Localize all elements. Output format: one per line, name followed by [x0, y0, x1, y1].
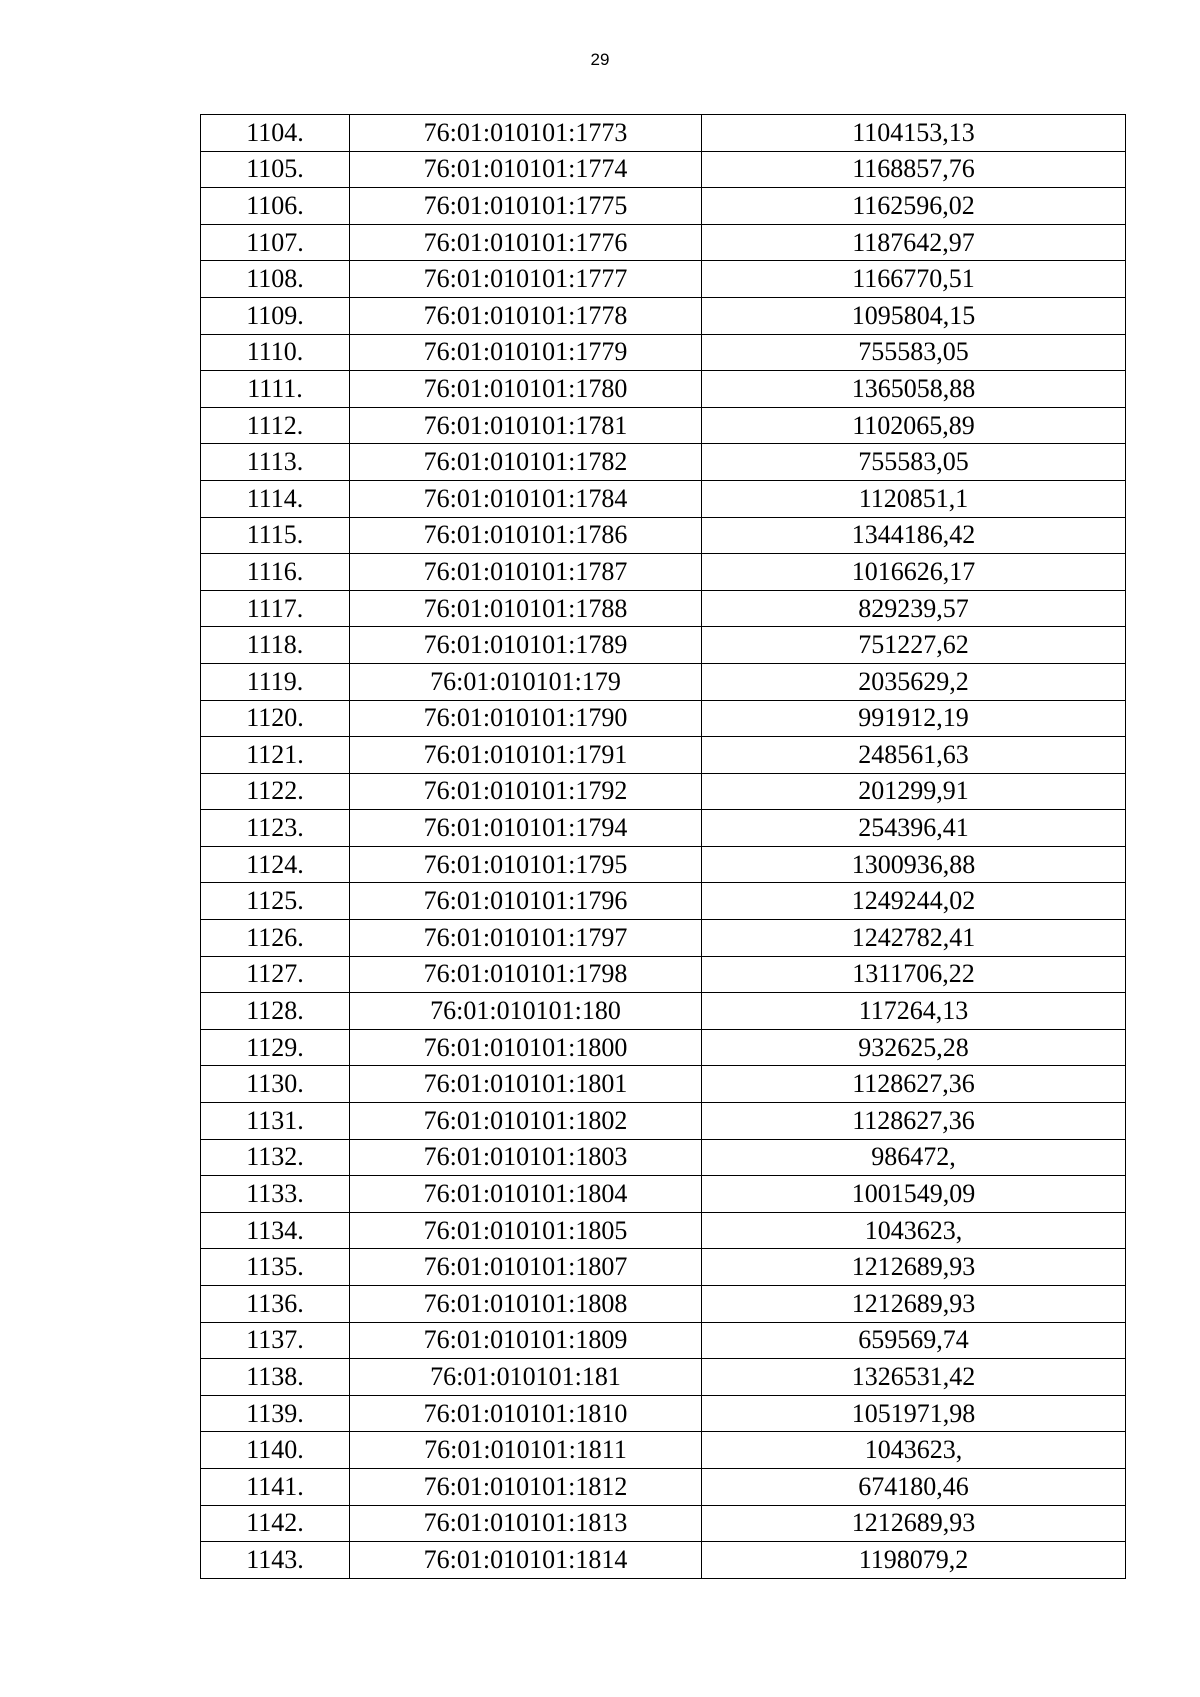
- cadastral-number-cell: 76:01:010101:1803: [350, 1139, 702, 1176]
- table-row: [201, 1395, 1126, 1432]
- value-cell: 1212689,93: [702, 1505, 1126, 1542]
- cadastral-number-cell: 76:01:010101:1813: [350, 1505, 702, 1542]
- value-cell: 254396,41: [702, 810, 1126, 847]
- table-row: [201, 1542, 1126, 1579]
- cadastral-number-cell: 76:01:010101:1787: [350, 554, 702, 591]
- cadastral-number-cell: 76:01:010101:1786: [350, 517, 702, 554]
- row-number-cell: 1140.: [201, 1432, 350, 1469]
- cadastral-number-cell: 76:01:010101:1796: [350, 883, 702, 920]
- table-row: [201, 151, 1126, 188]
- value-cell: 1242782,41: [702, 920, 1126, 957]
- table-row: [201, 115, 1126, 152]
- value-cell: 986472,: [702, 1139, 1126, 1176]
- row-number-cell: 1105.: [201, 151, 350, 188]
- value-cell: 659569,74: [702, 1322, 1126, 1359]
- value-cell: 248561,63: [702, 737, 1126, 774]
- row-number-cell: 1115.: [201, 517, 350, 554]
- cadastral-number-cell: 76:01:010101:1805: [350, 1212, 702, 1249]
- cadastral-number-cell: 76:01:010101:181: [350, 1359, 702, 1396]
- row-number-cell: 1116.: [201, 554, 350, 591]
- table-row: [201, 297, 1126, 334]
- value-cell: 751227,62: [702, 627, 1126, 664]
- cadastral-number-cell: 76:01:010101:1777: [350, 261, 702, 298]
- table-row: [201, 1322, 1126, 1359]
- row-number-cell: 1126.: [201, 920, 350, 957]
- row-number-cell: 1131.: [201, 1103, 350, 1140]
- cadastral-number-cell: 76:01:010101:1802: [350, 1103, 702, 1140]
- row-number-cell: 1110.: [201, 334, 350, 371]
- cadastral-number-cell: 76:01:010101:1812: [350, 1468, 702, 1505]
- value-cell: 1365058,88: [702, 371, 1126, 408]
- row-number-cell: 1108.: [201, 261, 350, 298]
- value-cell: 1016626,17: [702, 554, 1126, 591]
- value-cell: 1249244,02: [702, 883, 1126, 920]
- value-cell: 932625,28: [702, 1029, 1126, 1066]
- value-cell: 1001549,09: [702, 1176, 1126, 1213]
- table-row: [201, 1103, 1126, 1140]
- row-number-cell: 1121.: [201, 737, 350, 774]
- cadastral-number-cell: 76:01:010101:1790: [350, 700, 702, 737]
- row-number-cell: 1128.: [201, 993, 350, 1030]
- cadastral-number-cell: 76:01:010101:1789: [350, 627, 702, 664]
- table-row: [201, 334, 1126, 371]
- table-row: [201, 1359, 1126, 1396]
- table-body: [201, 115, 1126, 1579]
- row-number-cell: 1118.: [201, 627, 350, 664]
- value-cell: 674180,46: [702, 1468, 1126, 1505]
- value-cell: 1212689,93: [702, 1249, 1126, 1286]
- value-cell: 1198079,2: [702, 1542, 1126, 1579]
- table-row: [201, 1249, 1126, 1286]
- cadastral-number-cell: 76:01:010101:1795: [350, 846, 702, 883]
- row-number-cell: 1111.: [201, 371, 350, 408]
- table-row: [201, 627, 1126, 664]
- row-number-cell: 1113.: [201, 444, 350, 481]
- cadastral-number-cell: 76:01:010101:1773: [350, 115, 702, 152]
- table-row: [201, 1029, 1126, 1066]
- cadastral-number-cell: 76:01:010101:1776: [350, 224, 702, 261]
- table-row: [201, 663, 1126, 700]
- cadastral-number-cell: 76:01:010101:1794: [350, 810, 702, 847]
- cadastral-number-cell: 76:01:010101:1781: [350, 407, 702, 444]
- cadastral-number-cell: 76:01:010101:1791: [350, 737, 702, 774]
- value-cell: 1166770,51: [702, 261, 1126, 298]
- cadastral-number-cell: 76:01:010101:1800: [350, 1029, 702, 1066]
- row-number-cell: 1127.: [201, 956, 350, 993]
- table-row: [201, 407, 1126, 444]
- row-number-cell: 1106.: [201, 188, 350, 225]
- table-row: [201, 517, 1126, 554]
- value-cell: 1344186,42: [702, 517, 1126, 554]
- value-cell: 1043623,: [702, 1432, 1126, 1469]
- cadastral-number-cell: 76:01:010101:1782: [350, 444, 702, 481]
- cadastral-number-cell: 76:01:010101:1774: [350, 151, 702, 188]
- value-cell: 117264,13: [702, 993, 1126, 1030]
- row-number-cell: 1136.: [201, 1286, 350, 1323]
- table-row: [201, 737, 1126, 774]
- table-row: [201, 700, 1126, 737]
- row-number-cell: 1129.: [201, 1029, 350, 1066]
- row-number-cell: 1130.: [201, 1066, 350, 1103]
- table-row: [201, 773, 1126, 810]
- cadastral-number-cell: 76:01:010101:1814: [350, 1542, 702, 1579]
- value-cell: 2035629,2: [702, 663, 1126, 700]
- row-number-cell: 1124.: [201, 846, 350, 883]
- cadastral-number-cell: 76:01:010101:1780: [350, 371, 702, 408]
- table-row: [201, 846, 1126, 883]
- row-number-cell: 1123.: [201, 810, 350, 847]
- table-row: [201, 1139, 1126, 1176]
- cadastral-number-cell: 76:01:010101:1809: [350, 1322, 702, 1359]
- cadastral-number-cell: 76:01:010101:180: [350, 993, 702, 1030]
- table-row: [201, 920, 1126, 957]
- table-row: [201, 1468, 1126, 1505]
- row-number-cell: 1142.: [201, 1505, 350, 1542]
- cadastral-number-cell: 76:01:010101:1810: [350, 1395, 702, 1432]
- value-cell: 1300936,88: [702, 846, 1126, 883]
- value-cell: 1212689,93: [702, 1286, 1126, 1323]
- table-row: [201, 1286, 1126, 1323]
- cadastral-number-cell: 76:01:010101:1807: [350, 1249, 702, 1286]
- cadastral-number-cell: 76:01:010101:1788: [350, 590, 702, 627]
- row-number-cell: 1112.: [201, 407, 350, 444]
- cadastral-number-cell: 76:01:010101:1778: [350, 297, 702, 334]
- table-row: [201, 480, 1126, 517]
- table-row: [201, 224, 1126, 261]
- value-cell: 1326531,42: [702, 1359, 1126, 1396]
- row-number-cell: 1119.: [201, 663, 350, 700]
- table-row: [201, 590, 1126, 627]
- table-row: [201, 956, 1126, 993]
- value-cell: 991912,19: [702, 700, 1126, 737]
- row-number-cell: 1138.: [201, 1359, 350, 1396]
- value-cell: 1043623,: [702, 1212, 1126, 1249]
- row-number-cell: 1135.: [201, 1249, 350, 1286]
- table-row: [201, 188, 1126, 225]
- value-cell: 755583,05: [702, 444, 1126, 481]
- cadastral-number-cell: 76:01:010101:1804: [350, 1176, 702, 1213]
- cadastral-number-cell: 76:01:010101:1801: [350, 1066, 702, 1103]
- value-cell: 1102065,89: [702, 407, 1126, 444]
- cadastral-number-cell: 76:01:010101:1808: [350, 1286, 702, 1323]
- row-number-cell: 1117.: [201, 590, 350, 627]
- value-cell: 829239,57: [702, 590, 1126, 627]
- value-cell: 1128627,36: [702, 1066, 1126, 1103]
- cadastral-number-cell: 76:01:010101:1797: [350, 920, 702, 957]
- page-number: 29: [590, 50, 610, 69]
- table-row: [201, 810, 1126, 847]
- table-row: [201, 554, 1126, 591]
- value-cell: 1128627,36: [702, 1103, 1126, 1140]
- table-row: [201, 993, 1126, 1030]
- value-cell: 201299,91: [702, 773, 1126, 810]
- row-number-cell: 1137.: [201, 1322, 350, 1359]
- value-cell: 1051971,98: [702, 1395, 1126, 1432]
- cadastral-number-cell: 76:01:010101:1792: [350, 773, 702, 810]
- row-number-cell: 1134.: [201, 1212, 350, 1249]
- row-number-cell: 1104.: [201, 115, 350, 152]
- table-row: [201, 1212, 1126, 1249]
- value-cell: 1162596,02: [702, 188, 1126, 225]
- value-cell: 1095804,15: [702, 297, 1126, 334]
- row-number-cell: 1133.: [201, 1176, 350, 1213]
- row-number-cell: 1120.: [201, 700, 350, 737]
- row-number-cell: 1125.: [201, 883, 350, 920]
- table-row: [201, 261, 1126, 298]
- table-row: [201, 1432, 1126, 1469]
- cadastral-number-cell: 76:01:010101:1775: [350, 188, 702, 225]
- row-number-cell: 1114.: [201, 480, 350, 517]
- row-number-cell: 1139.: [201, 1395, 350, 1432]
- row-number-cell: 1122.: [201, 773, 350, 810]
- row-number-cell: 1141.: [201, 1468, 350, 1505]
- value-cell: 1168857,76: [702, 151, 1126, 188]
- value-cell: 1104153,13: [702, 115, 1126, 152]
- cadastral-value-table: [200, 114, 1126, 1579]
- value-cell: 1120851,1: [702, 480, 1126, 517]
- row-number-cell: 1107.: [201, 224, 350, 261]
- table-row: [201, 1505, 1126, 1542]
- cadastral-number-cell: 76:01:010101:1811: [350, 1432, 702, 1469]
- cadastral-number-cell: 76:01:010101:1784: [350, 480, 702, 517]
- row-number-cell: 1143.: [201, 1542, 350, 1579]
- cadastral-number-cell: 76:01:010101:1798: [350, 956, 702, 993]
- row-number-cell: 1132.: [201, 1139, 350, 1176]
- cadastral-number-cell: 76:01:010101:1779: [350, 334, 702, 371]
- value-cell: 755583,05: [702, 334, 1126, 371]
- value-cell: 1311706,22: [702, 956, 1126, 993]
- table-row: [201, 883, 1126, 920]
- cadastral-number-cell: 76:01:010101:179: [350, 663, 702, 700]
- value-cell: 1187642,97: [702, 224, 1126, 261]
- table-row: [201, 1176, 1126, 1213]
- table-row: [201, 371, 1126, 408]
- table-row: [201, 1066, 1126, 1103]
- table-row: [201, 444, 1126, 481]
- row-number-cell: 1109.: [201, 297, 350, 334]
